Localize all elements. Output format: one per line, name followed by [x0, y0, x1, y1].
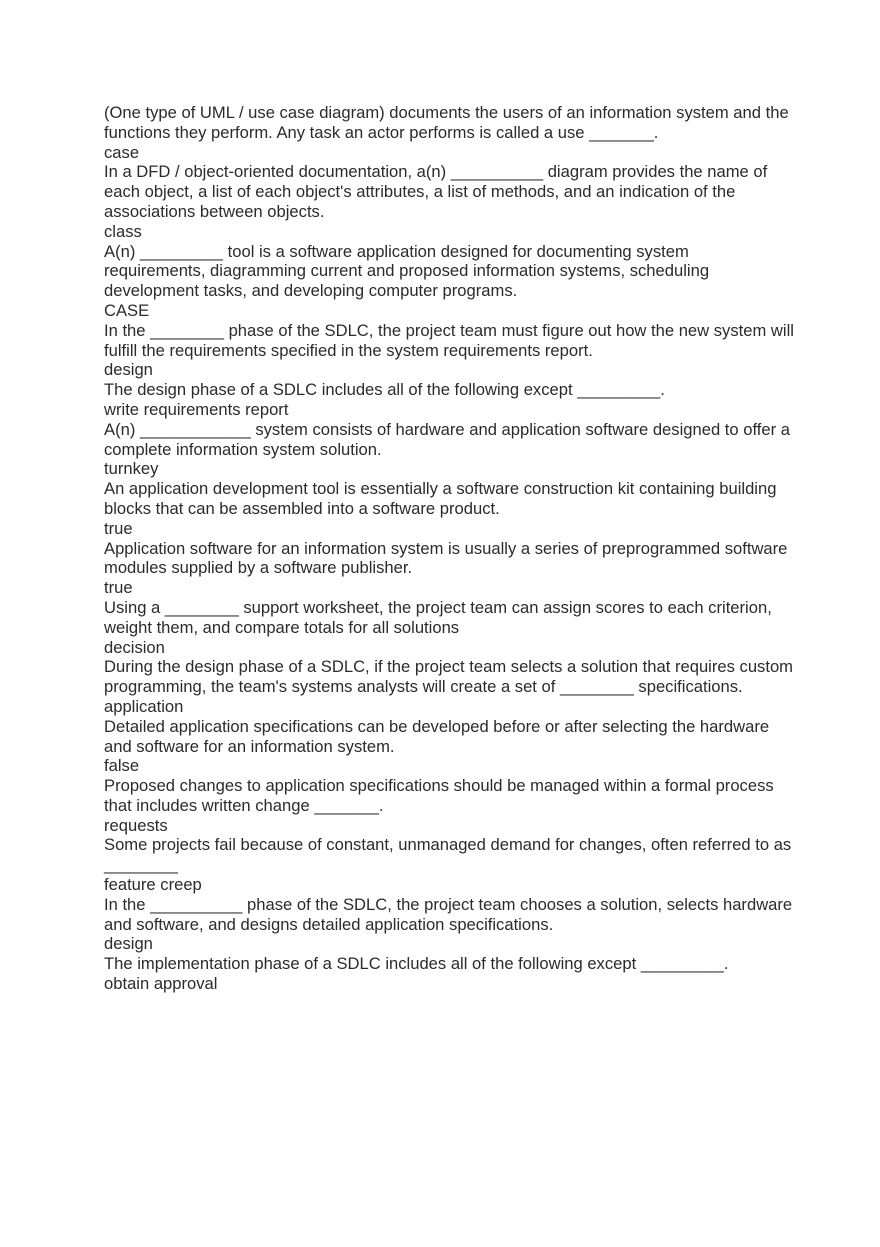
answer-text: class — [104, 221, 142, 241]
question-text: Proposed changes to application specifications should be managed within a formal process that includes written change _______. — [104, 776, 774, 815]
answer-text: turnkey — [104, 459, 159, 479]
answer-text: true — [104, 578, 133, 598]
question-text: Detailed application specifications can be developed before or after selecting the hardware and software for an information system. — [104, 716, 770, 756]
flashcard-entry — [104, 162, 794, 241]
flashcard-entry — [104, 420, 794, 479]
answer-text: feature creep — [104, 875, 202, 895]
flashcard-entry — [104, 835, 794, 894]
flashcard-entry — [104, 895, 794, 954]
answer-text: write requirements report — [104, 399, 289, 419]
flashcard-entry — [104, 776, 794, 835]
answer-text: application — [104, 696, 184, 716]
question-text: In the ________ phase of the SDLC, the project team must figure out how the new system will fulfill the requirements specified in the system requirements report. — [104, 320, 794, 360]
answer-text: case — [104, 142, 140, 162]
answer-text: decision — [104, 637, 165, 657]
flashcard-entry — [104, 717, 794, 776]
question-text: (One type of UML / use case diagram) documents the users of an information system and the functions they perform. Any task an actor performs is called a use _______. — [104, 103, 789, 142]
question-text: The implementation phase of a SDLC includes all of the following except _________. — [104, 954, 729, 974]
question-text: Application software for an information system is usually a series of preprogrammed software modules supplied by a software publisher. — [104, 538, 788, 578]
question-text: The design phase of a SDLC includes all of the following except _________. — [104, 380, 665, 400]
answer-text: true — [104, 518, 133, 538]
question-text: In a DFD / object-oriented documentation, a(n) __________ diagram provides the name of each object, a list of each object's attributes, a list of methods, and an indication of the associations between objects. — [104, 162, 768, 221]
answer-text: design — [104, 934, 153, 954]
answer-text: requests — [104, 815, 168, 835]
question-text: During the design phase of a SDLC, if the project team selects a solution that requires custom programming, the team's systems analysts will create a set of ________ specifications. — [104, 657, 794, 697]
flashcard-entry — [104, 380, 794, 420]
flashcard-entry — [104, 321, 794, 380]
question-text: Some projects fail because of constant, unmanaged demand for changes, often referred to as ________ — [104, 835, 792, 875]
question-text: In the __________ phase of the SDLC, the project team chooses a solution, selects hardware and software, and designs detailed application specifications. — [104, 894, 793, 934]
answer-text: CASE — [104, 300, 150, 320]
flashcard-document — [104, 103, 794, 994]
flashcard-entry — [104, 242, 794, 321]
question-text: A(n) _________ tool is a software application designed for documenting system requirements, diagramming current and proposed information systems, scheduling development tasks, and developing computer programs. — [104, 241, 710, 301]
flashcard-entry — [104, 954, 794, 994]
answer-text: false — [104, 756, 140, 776]
flashcard-entry — [104, 539, 794, 598]
question-text: Using a ________ support worksheet, the project team can assign scores to each criterion, weight them, and compare totals for all solutions — [104, 597, 772, 637]
question-text: An application development tool is essentially a software construction kit containing building blocks that can be assembled into a software product. — [104, 479, 777, 518]
answer-text: obtain approval — [104, 974, 218, 994]
flashcard-entry — [104, 103, 794, 162]
answer-text: design — [104, 360, 153, 380]
flashcard-entry — [104, 598, 794, 657]
flashcard-entry — [104, 479, 794, 538]
flashcard-entry — [104, 657, 794, 716]
question-text: A(n) ____________ system consists of hardware and application software designed to offer a complete information system solution. — [104, 419, 790, 459]
